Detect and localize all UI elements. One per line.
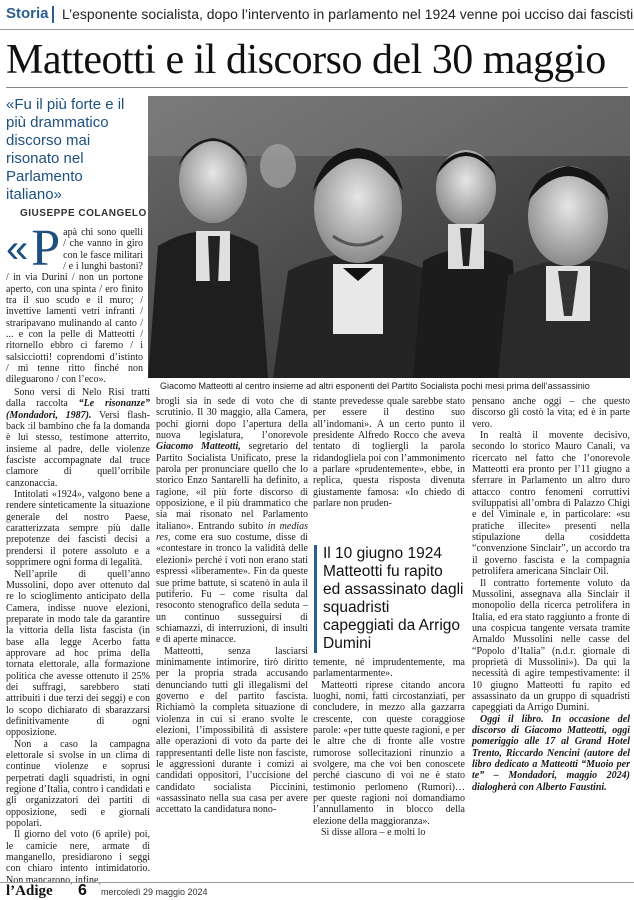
overline: L’esponente socialista, dopo l’intervento in parlamento nel 1924 venne poi ucciso dai fascisti <box>62 6 634 22</box>
paragraph: temente, né imprudentemente, ma parlamentarmente». <box>313 657 465 680</box>
headline: Matteotti e il discorso del 30 maggio <box>6 37 606 83</box>
paragraph: Nell’aprile di quell’anno Mussolini, dopo aver ottenuto dal re lo scioglimento anticipato della Camera, indisse nuove elezioni, preparate in modo tale da garantire la vittoria della lista fascista (in base alla legge Acerbo fatta approvare ad hoc prima della tornata elettorale, alla formazione politica che avesse ottenuto il 25% dei suffragi, sarebbero stati attribuiti i due terzi dei seggi) e con lo scopo dichiarato di sbarazzarsi definitivamente di ogni opposizione. <box>6 568 150 739</box>
section-header <box>0 0 634 30</box>
paragraph-text: come era suo costume, disse di «contestare in tronco la validità delle elezioni» perché i voti non erano stati espressi «liberamente». Fin da queste sue prime battute, si scatenò in aula il putiferio. Fu – come risulta dal resoconto stenografico della seduta – un continuo susseguirsi di schiamazzi, di interruzioni, di insulti e di aperte minacce. <box>156 532 308 646</box>
paragraph: Non a caso la campagna elettorale si svolse in un clima di continue violenze e soprusi perpetrati dagli squadristi, in ogni regione d’Italia, contro i candidati e gli organizzatori dei partiti di opposizione, sedi e giornali popolari. <box>6 738 150 830</box>
page-footer <box>0 882 634 899</box>
paragraph-text: Sono versi di Nelo Risi tratti dalla raccolta <box>6 387 150 410</box>
pull-quote: Il 10 giugno 1924 Matteotti fu rapito ed assassinato dagli squadristi capeggiati da Arrigo Dumini <box>314 545 464 653</box>
article-column-1-top <box>6 220 143 387</box>
paragraph: Intitolati «1924», valgono bene a rendere sinteticamente la situazione generale del nostro Paese, caratterizzata sempre più dalle prepotenze dei fascisti decisi a prendersi il potere assoluto e a sopprimere ogni forma di legalità. <box>6 489 150 569</box>
issue-date: mercoledì 29 maggio 2024 <box>101 887 208 897</box>
paragraph-text: Versi flash-back :il bambino che fa la domanda è lui stesso, testimone atterrito, insieme al padre, delle violenze fasciste accompagnate dal truce clamore di quell’orribile canzonaccia. <box>6 409 150 489</box>
event-note: Oggi il libro. In occasione del discorso di Giacomo Matteotti, oggi pomeriggio alle 17 al Grand Hotel Trento, Riccardo Nencini (autore del libro dedicato a Matteotti “Muoio per te” – Mondadori, maggio 2024) dialogherà con Alberto Faustini. <box>472 713 630 793</box>
paragraph: Matteotti riprese citando ancora luoghi, nomi, fatti circostanziati, per concludere, in mezzo alla gazzarra crescente, con queste coraggiose parole: «per tutte queste ragioni, e per le altre che di fronte alle vostre rumorose sollecitazioni rinunzio a svolgere, ma che voi ben conoscete perché ciascuno di voi ne è stato testimonio perlomeno (Rumori)… per queste ragioni noi domandiamo l’annullamento in blocco della elezione della maggioranza». <box>313 679 465 827</box>
drop-cap: P <box>31 220 61 277</box>
article-column-3-bottom <box>313 657 465 880</box>
paragraph: In realtà il movente decisivo, secondo lo storico Mauro Canali, va ricercato nel fatto che l’onorevole Matteotti era pronto per l’11 giugno a sferrare in Parlamento un altro duro attacco contro fenomeni corruttivi sviluppatisi all’ombra di Palazzo Chigi e del Viminale e, in particolare: «su pratiche illecite» presenti nella stipulazione della cosiddetta “convenzione Sinclair”, un accordo tra il governo fascista e la compagnia petrolifera americana Sinclair Oil. <box>472 430 630 578</box>
paragraph-text: brogli sia in sede di voto che di scrutinio. Il 30 maggio, alla Camera, pochi giorni dopo l’apertura della nuova legislatura, l’onorevole <box>156 396 308 442</box>
page-number: 6 <box>78 882 87 899</box>
article-column-4 <box>472 396 630 880</box>
intro-verse: apà chi sono quelli / che vanno in giro con le fasce militari / e i lunghi bastoni? / in via Durini / non un portone aperto, con una spinta / ero finito tra il suo scudo e il muro; / invettive lamenti vetri infranti / straripavano mulinando al canto / ... e con la pelle di Matteotti / ritornello ebbro ci faremo / i salsicciotti! coprendomi d’istinto / mi tenne ritto finché non dileguarono / con l’eco». <box>6 227 143 386</box>
deck: «Fu il più forte e il più drammatico discorso mai risonato nel Parlamento italiano» <box>6 96 125 203</box>
article-column-2 <box>156 396 308 880</box>
article-column-3-top <box>313 396 465 528</box>
article-photo <box>148 96 630 378</box>
paragraph: Il contratto fortemente voluto da Mussolini, assegnava alla Sinclair il monopolio della ricerca petrolifera in Italia, ed era stato raggiunto a fronte di una cospicua tangente versata tramite Arnaldo Mussolini nelle casse del “Popolo d’Italia” (n.d.r. giornale di proprietà di Mussolini»). Da qui la necessità di agire tempestivamente: il 10 giugno Matteotti fu rapito ed assassinato da un gruppo di squadristi capeggiati da Arrigo Dumini. <box>472 577 630 714</box>
person-name: Giacomo Matteotti, <box>156 441 241 453</box>
latin-phrase: in medias res, <box>156 520 309 544</box>
newspaper-logo: l’Adige <box>6 883 53 899</box>
historic-group-photo <box>148 96 630 378</box>
headline-rule <box>6 87 628 88</box>
article-column-1 <box>6 387 151 886</box>
byline: GIUSEPPE COLANGELO <box>20 208 147 219</box>
section-label: Storia <box>6 5 49 22</box>
paragraph: Il giorno del voto (6 aprile) poi, le camicie nere, armate di manganello, presidiarono i seggi con chiaro intento intimidatorio. Non mancarono, infine, <box>6 829 150 886</box>
paragraph-text: segretario del Partito Socialista Unificato, prese la parola per pronunciare quello che lo storico Enzo Santarelli ha definito, a ragione, «il più forte discorso di opposizione, e il più drammatico che sia mai risonato nel Parlamento italiano». Entrando subito <box>156 441 308 532</box>
paragraph: stante prevedesse quale sarebbe stato per essere il destino suo all’indomani». A un certo punto il presidente Alfredo Rocco che aveva tentato di togliergli la parola ridandogliela poi con l’ammonimento a parlare «prudentemente», ebbe, in replica, questa risposta divenuta giustamente famosa: «Io chiedo di parlare non pruden- <box>313 396 465 510</box>
book-title: “Le risonanze” (Mondadori, 1987). <box>6 398 151 421</box>
photo-caption: Giacomo Matteotti al centro insieme ad altri esponenti del Partito Socialista pochi mesi prima dell’assassinio <box>160 381 590 391</box>
paragraph: Matteotti, senza lasciarsi minimamente intimorire, tirò diritto per la propria strada accusando denunciando tutti gli illegalismi del governo e del partito fascista. Richiamò la completa situazione di violenza in cui si erano svolte le elezioni, l’impossibilità di assistere alle operazioni di voto da parte dei rappresentanti delle liste non fasciste, le aggressioni durante i comizi ai candidati oppositori, l’uccisione del candidato socialista Piccinini, «assassinato nella sua casa per avere accettato la candidatura nono- <box>156 645 308 816</box>
section-separator <box>52 6 54 23</box>
paragraph: pensano anche oggi – che questo discorso gli costò la vita; ed è in parte vero. <box>472 396 630 430</box>
drop-quote-mark: « <box>6 227 29 271</box>
paragraph: Si disse allora – e molti lo <box>321 827 426 839</box>
